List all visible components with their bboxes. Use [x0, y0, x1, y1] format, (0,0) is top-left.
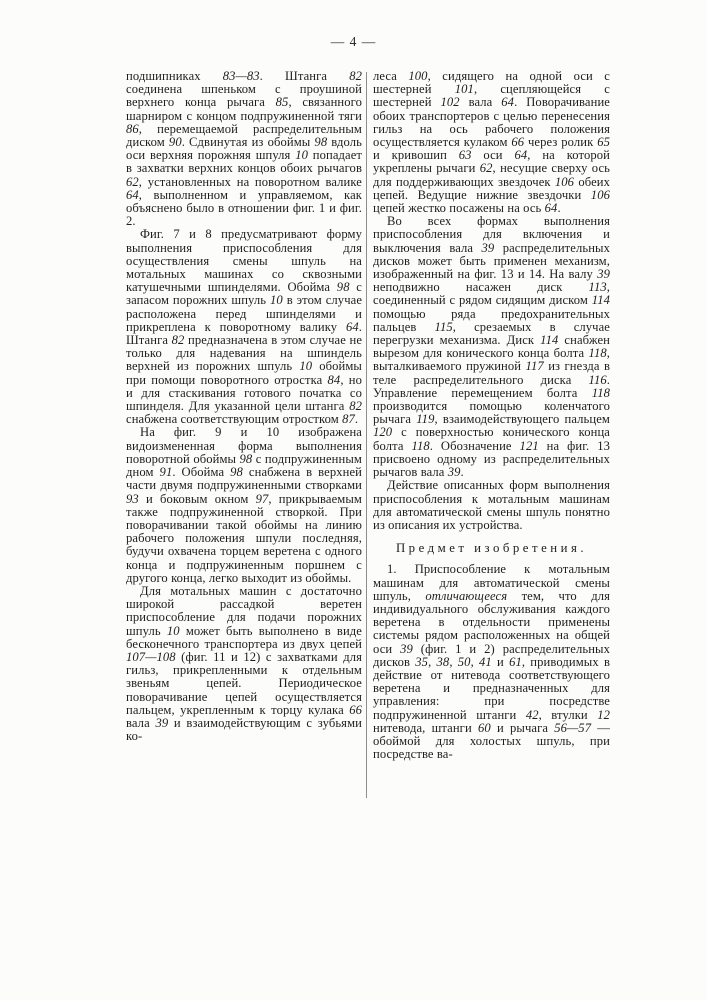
left-column — [126, 70, 362, 743]
paragraph: Во всех формах выполнения приспособления для включения и выключения вала 39 распределительных дисков может быть применен механизм, изображенный на фиг. 13 и 14. На валу 39 неподвижно насажен диск 113, соединенный с рядом сидящим диском 114 помощью ряда предохранительных пальцев 115, срезаемых в случае перегрузки механизма. Диск 114 снабжен вырезом для конического конца болта 118, выталкиваемого пружиной 117 из гнезда в теле распределительного диска 116. Управление перемещением болта 118 производится помощью коленчатого рычага 119, взаимодействующего пальцем 120 с поверхностью конического конца болта 118. Обозначение 121 на фиг. 13 присвоено одному из распределительных рычагов вала 39. — [373, 214, 611, 480]
right-column — [373, 70, 610, 761]
claim-paragraph: 1. Приспособление к мотальным машинам для автоматической смены шпуль, отличающееся тем, что для индивидуального обслуживания каждого веретена в отдельности применены системы рядом расположенных на общей оси 39 (фиг. 1 и 2) распределительных дисков 35, 38, 50, 41 и 61, приводимых в действие от нитевода соответствующего веретена и предназначенных для управления: при посредстве подпружиненной штанги 42, втулки 12 нитевода, штанги 60 и рычага 56—57 — обоймой для холостых шпуль, при посредстве ва- — [373, 562, 610, 762]
column-divider — [366, 72, 367, 798]
paragraph: На фиг. 9 и 10 изображена видоизмененная форма выполнения поворотной обоймы 98 с подпружиненным дном 91. Обойма 98 снабжена в верхней части двумя подпружиненными створками 93 и боковым окном 97, прикрываемым также подпружиненной створкой. При поворачивании такой обоймы на линию рабочего положения шпули последняя, будучи охвачена торцем веретена с одного конца и подпружиненным поршнем с другого конца, легко выходит из обоймы. — [126, 425, 363, 585]
paragraph: леса 100, сидящего на одной оси с шестерней 101, сцепляющейся с шестерней 102 вала 64. Поворачивание обоих транспортеров с целью перенесения гильз на ось рабочего положения осуществляется кулаком 66 через ролик 65 и кривошип 63 оси 64, на которой укреплены рычаги 62, несущие сверху ось для поддерживающих звездочек 106 обеих цепей. Ведущие нижние звездочки 106 цепей жестко посажены на ось 64. — [373, 69, 611, 216]
paragraph: Для мотальных машин с достаточно широкой рассадкой веретен приспособление для подачи порожних шпуль 10 может быть выполнено в виде бесконечного транспортера из двух цепей 107—108 (фиг. 11 и 12) с захватками для гильз, прикрепленными к отдельным звеньям цепей. Периодическое поворачивание цепей осуществляется пальцем, укрепленным к торцу кулака 66 вала 39 и взаимодействующим с зубьями ко- — [126, 583, 362, 744]
paragraph: подшипниках 83—83. Штанга 82 соединена шпеньком с проушиной верхнего конца рычага 85, связанного шарниром с концом подпружиненной тяги 86, перемещаемой распределительным диском 90. Сдвинутая из обоймы 98 вдоль оси верхняя порожняя шпуля 10 попадает в захватки верхних концов обоих рычагов 62, установленных на поворотном валике 64, выполненном и управляемом, как объяснено было в отношении фиг. 1 и фиг. 2. — [126, 69, 362, 229]
paragraph: Фиг. 7 и 8 предусматривают форму выполнения приспособления для осуществления смены шпуль на мотальных машинах со сквозными катушечными шпинделями. Обойма 98 с запасом порожних шпуль 10 в этом случае расположена перед шпинделями и прикреплена к поворотному валику 64. Штанга 82 предназначена в этом случае не только для надевания на шпиндель верхней из порожних шпуль 10 обоймы при помощи поворотного отростка 84, но и для стаскивания готового початка со шпинделя. Для указанной цели штанга 82 снабжена соответствующим отростком 87. — [126, 227, 363, 427]
paragraph: Действие описанных форм выполнения приспособления к мотальным машинам для автоматической смены шпуль понятно из описания их устройства. — [373, 478, 610, 532]
claims-heading: Предмет изобретения. — [395, 541, 588, 556]
page-number: — 4 — — [330, 34, 377, 49]
